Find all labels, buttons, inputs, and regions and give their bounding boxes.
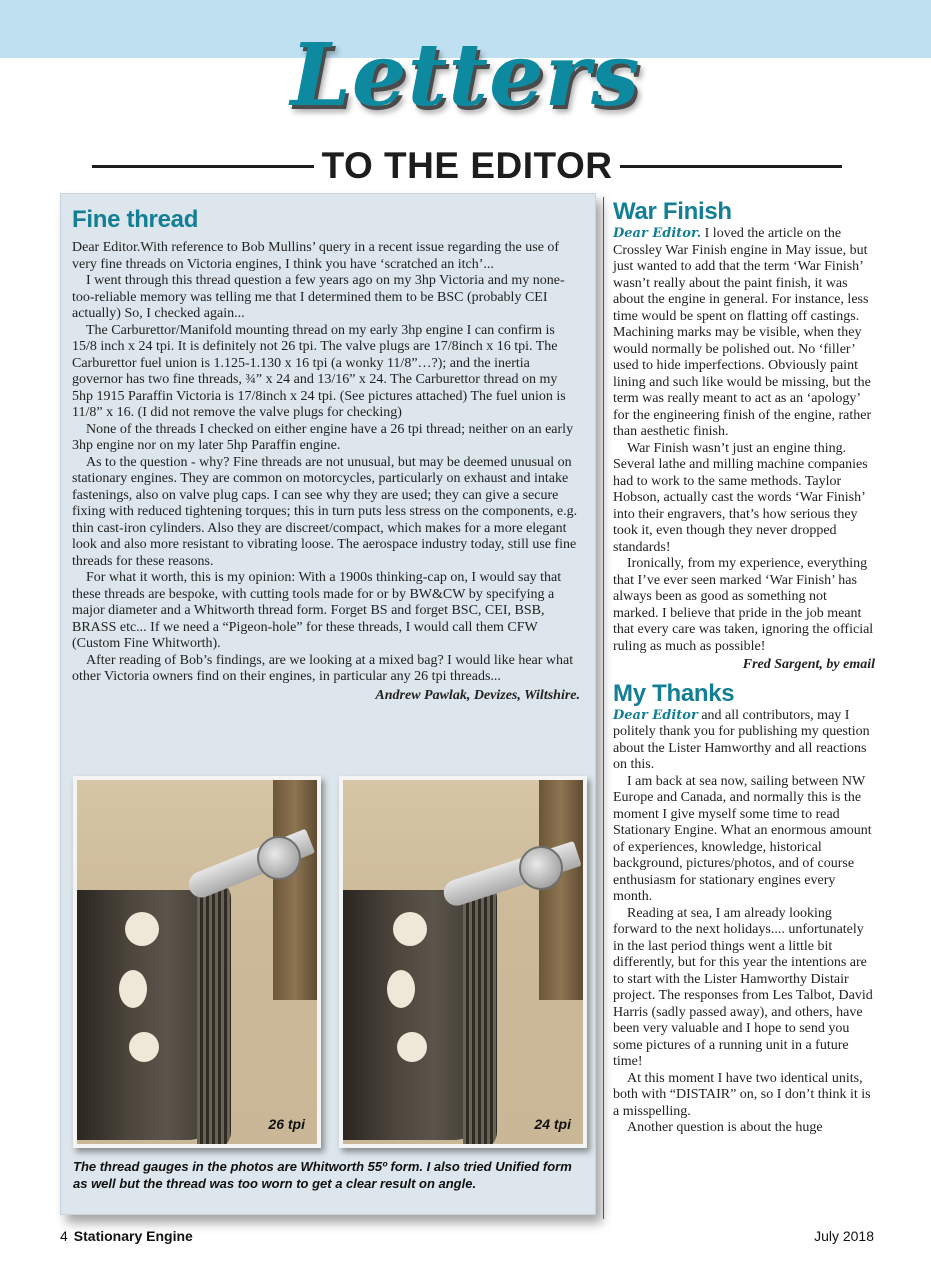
photo-hole [125, 912, 159, 946]
page-number: 4 [60, 1228, 68, 1244]
letter-paragraph: Dear Editor.With reference to Bob Mullins’ query in a recent issue regarding the use of very fine threads on Victoria engines, I think you have ‘scratched an itch’... [72, 240, 560, 272]
photo-hole [129, 1032, 159, 1062]
fine-thread-heading: Fine thread [72, 206, 199, 233]
photo-label: 24 tpi [534, 1116, 571, 1132]
thread-photo-26tpi [73, 776, 321, 1148]
letter-paragraph: As to the question - why? Fine threads are not unusual, but may be deemed unusual on stationary engines. They are common on motorcycles, particularly on exhaust and intake fastenings, also on valve plug caps. I can see why they are used; they can give a secure fixing with reduced tightening torques; this in turn puts less stress on the components, e.g. thin cast-iron cylinders. Also they are discreet/compact, which makes for a more elegant look and also more resistant to vibrating loose. The aerospace industry today, still use fine threads for these reasons. [72, 454, 578, 569]
letter-paragraph: Another question is about the huge [627, 1120, 823, 1135]
photo-wood-post [273, 780, 317, 1000]
letter-paragraph [613, 708, 875, 774]
photo-label: 26 tpi [268, 1116, 305, 1132]
letter-signature: Fred Sargent, by email [742, 657, 875, 672]
letter-paragraph: War Finish wasn’t just an engine thing. Several lathe and milling machine companies had to work to the same methods. Taylor Hobson, actually cast the words ‘War Finish’ into their engravers, that’s how serious they took it, even though they never dropped standards! [613, 440, 868, 555]
column-divider [603, 197, 604, 1219]
letter-paragraph: At this moment I have two identical units, both with “DISTAIR” on, so I don’t think it is a misspelling. [613, 1070, 871, 1119]
letter-paragraph [613, 226, 875, 441]
letter-paragraph: None of the threads I checked on either engine have a 26 tpi thread; neither on an early 3hp engine nor on my later 5hp Paraffin engine. [72, 421, 574, 453]
letter-paragraph: Ironically, from my experience, everything that I’ve ever seen marked ‘War Finish’ has always been as good as something not marked. I believe that pride in the job meant that every care was taken, ignoring the official ruling as much as possible! [613, 556, 874, 654]
magazine-name: Stationary Engine [73, 1228, 193, 1244]
masthead-title: Letters [290, 25, 641, 126]
letter-paragraph: After reading of Bob’s findings, are we looking at a mixed bag? I would like hear what other Victoria owners find on their engines, in particular any 26 tpi threads... [72, 652, 574, 684]
salutation: Dear Editor [613, 707, 698, 723]
photo-hole [397, 1032, 427, 1062]
gauge-screw [519, 846, 563, 890]
right-column [613, 198, 875, 1137]
thread-photo-24tpi [339, 776, 587, 1148]
right-rule [620, 165, 842, 168]
photo-hole [387, 970, 415, 1008]
paragraph-text: and all contributors, may I politely thank you for publishing my question about the Lister Hamworthy and all reactions on this. [613, 707, 870, 772]
letter-paragraph: The Carburettor/Manifold mounting thread on my early 3hp engine I can confirm is 15/8 inch x 24 tpi. It is definitely not 26 tpi. The valve plugs are 17/8inch x 16 tpi. The Carburettor fuel union is 1.125-1.130 x 16 tpi (a wonky 11/8”…?); and the inertia governor has two fine threads, ¾” x 24 and 13/16” x 24. The Carburettor thread on my 5hp 1915 Paraffin Victoria is 17/8inch x 24 tpi. (See pictures attached) The fuel union is 11/8” x 16. (I did not remove the valve plugs for checking) [72, 322, 566, 420]
photo-thread-rings [463, 880, 497, 1148]
issue-date: July 2018 [814, 1228, 874, 1244]
masthead-subtitle-row [92, 142, 842, 190]
paragraph-text: I loved the article on the Crossley War Finish engine in May issue, but just wanted to add that the term ‘War Finish’ wasn’t really about the paint finish, it was about the engine in general. For instance, less time would be spent on flatting off castings. Machining marks may be visible, when they would normally be polished out. No ‘filler’ used to hide imperfections. Obviously paint lining and such like would be missing, but the term was really meant to act as an ‘apology’ for the engineering finish of the engine, rather than aesthetic finish. [613, 226, 872, 439]
photo-hole [119, 970, 147, 1008]
photo-caption: The thread gauges in the photos are Whitworth 55º form. I also tried Unified form as well but the thread was too worn to get a clear result on angle. [73, 1159, 572, 1191]
letter-paragraph: For what it worth, this is my opinion: With a 1900s thinking-cap on, I would say that these threads are bespoke, with cutting tools made for or by BW&CW by specifying a major diameter and a Whitworth thread form. Forget BS and forget BSC, CEI, BSB, BRASS etc... If we need a “Pigeon-hole” for these threads, I would call them CFW (Custom Fine Whitworth). [72, 570, 562, 651]
photo-thread-rings [197, 880, 231, 1148]
gauge-screw [257, 836, 301, 880]
masthead-subtitle: TO THE EDITOR [321, 145, 613, 186]
letter-paragraph: Reading at sea, I am already looking forward to the next holidays.... unfortunately in the last period things went a little bit differently, but for this year the intentions are to start with the Lister Hamworthy Distair project. The responses from Les Talbot, David Harris (sadly passed away), and others, have been very valuable and I hope to send you some pictures of a running unit in a future time! [613, 905, 873, 1069]
my-thanks-heading: My Thanks [613, 679, 735, 707]
salutation: Dear Editor. [613, 226, 702, 241]
letter-paragraph: I went through this thread question a few years ago on my 3hp Victoria and my none-too-reliable memory was telling me that I determined them to be BSC (probably CEI actually) So, I checked again... [72, 273, 565, 321]
left-rule [92, 165, 314, 168]
photo-hole [393, 912, 427, 946]
photo-wood-post [539, 780, 583, 1000]
page-footer [60, 1228, 874, 1248]
fine-thread-body [72, 240, 580, 704]
letter-signature: Andrew Pawlak, Devizes, Wiltshire. [375, 687, 580, 703]
letter-paragraph: I am back at sea now, sailing between NW Europe and Canada, and normally this is the moment I give myself some time to read Stationary Engine. What an enormous amount of experiences, knowledge, historical background, pictures/photos, and of course enthusiasm for stationary engines every month. [613, 773, 872, 904]
war-finish-heading: War Finish [613, 198, 732, 225]
footer-left [60, 1228, 193, 1244]
